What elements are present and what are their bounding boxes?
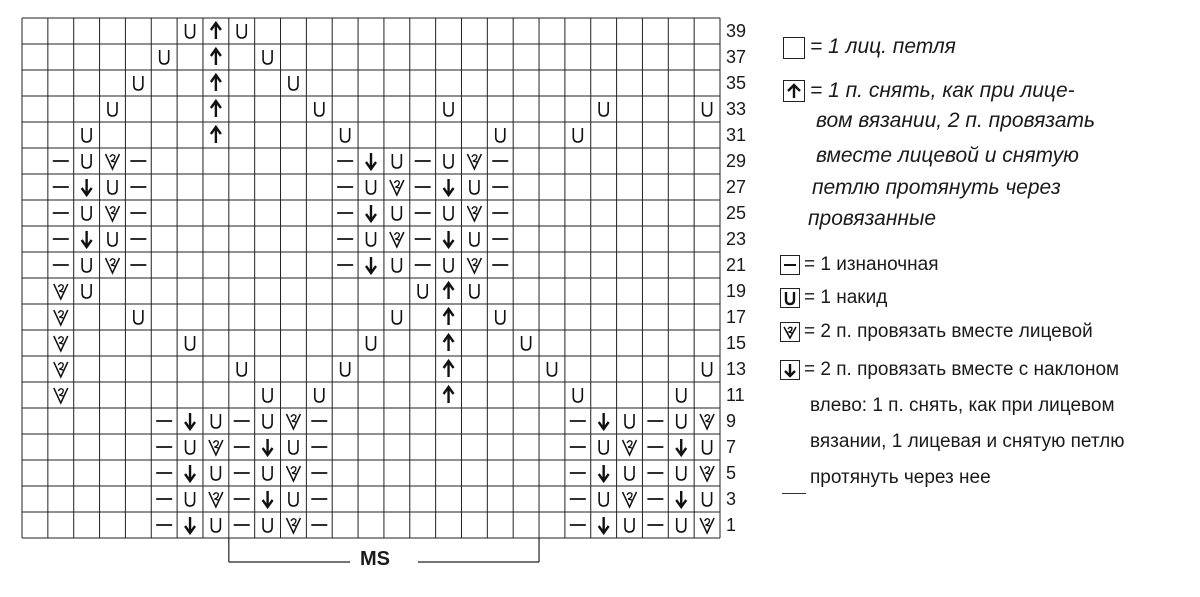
yarn-over-u-icon	[211, 414, 220, 428]
ssk-arrow-down-icon	[82, 231, 92, 247]
yarn-over-u-icon	[237, 24, 246, 38]
ssk-arrow-down-icon	[599, 517, 609, 533]
row-number: 39	[726, 21, 747, 41]
row-number: 29	[726, 151, 747, 171]
row-number: 9	[726, 411, 737, 431]
yarn-over-u-icon	[263, 50, 272, 64]
yarn-over-u-icon	[263, 466, 272, 480]
row-number: 15	[726, 333, 747, 353]
yarn-over-u-icon	[470, 180, 479, 194]
ssk-arrow-down-icon	[366, 153, 376, 169]
yarn-over-u-icon	[703, 492, 712, 506]
row-number: 1	[726, 515, 737, 535]
legend	[778, 0, 1200, 597]
ssk-arrow-down-icon	[185, 413, 195, 429]
yarn-over-u-icon	[108, 232, 117, 246]
k2tog-symbol-box	[780, 322, 800, 342]
yarn-over-u-icon	[496, 310, 505, 324]
yarn-over-u-icon	[782, 290, 798, 306]
knit-symbol-box	[783, 37, 805, 59]
yarn-over-u-icon	[289, 76, 298, 90]
yarn-over-u-icon	[237, 362, 246, 376]
ssk-arrow-down-icon	[185, 465, 195, 481]
yarn-over-u-icon	[573, 128, 582, 142]
legend-ssk-line-2: влево: 1 п. снять, как при лицевом	[810, 395, 1115, 416]
yarn-over-u-icon	[82, 128, 91, 142]
yarn-over-u-icon	[573, 388, 582, 402]
yarn-over-u-icon	[470, 232, 479, 246]
yarn-over-u-icon	[625, 414, 634, 428]
row-number: 21	[726, 255, 747, 275]
k2tog-icon	[623, 440, 637, 455]
legend-double-decrease-line-1: = 1 п. снять, как при лице-	[810, 79, 1075, 102]
double-decrease-icon	[211, 75, 221, 91]
double-decrease-icon	[444, 283, 454, 299]
yarn-over-u-icon	[367, 336, 376, 350]
yarn-over-u-icon	[82, 206, 91, 220]
ssk-arrow-down-icon	[676, 439, 686, 455]
k2tog-icon	[390, 232, 404, 247]
yarn-over-u-icon	[392, 310, 401, 324]
k2tog-icon	[209, 440, 223, 455]
yarn-over-u-icon	[444, 258, 453, 272]
row-number: 17	[726, 307, 747, 327]
legend-ssk-line-4: протянуть через нее	[810, 467, 991, 488]
k2tog-icon	[286, 466, 300, 481]
yarn-over-u-icon	[599, 102, 608, 116]
yarn-over-u-icon	[289, 440, 298, 454]
yarn-over-u-icon	[444, 102, 453, 116]
yarn-over-u-icon	[186, 24, 195, 38]
yarn-over-u-icon	[341, 362, 350, 376]
k2tog-icon	[54, 362, 68, 377]
yarn-over-u-icon	[211, 518, 220, 532]
purl-dash-icon	[782, 257, 798, 273]
yarn-over-u-icon	[547, 362, 556, 376]
yarn-over-u-icon	[677, 518, 686, 532]
yarn-over-u-icon	[599, 492, 608, 506]
yarn-over-u-icon	[186, 440, 195, 454]
double-decrease-icon	[211, 23, 221, 39]
row-number: 33	[726, 99, 747, 119]
yarn-over-u-icon	[496, 128, 505, 142]
k2tog-icon	[209, 492, 223, 507]
double-decrease-icon	[444, 309, 454, 325]
k2tog-icon	[390, 180, 404, 195]
double-decrease-icon	[785, 82, 803, 100]
yarn-over-u-icon	[211, 466, 220, 480]
legend-purl-text: = 1 изнаночная	[804, 254, 939, 275]
k2tog-icon	[623, 492, 637, 507]
double-decrease-icon	[444, 361, 454, 377]
ssk-arrow-down-icon	[444, 179, 454, 195]
ssk-arrow-down-icon	[599, 413, 609, 429]
k2tog-icon	[467, 206, 481, 221]
row-number: 25	[726, 203, 747, 223]
k2tog-icon	[105, 154, 119, 169]
legend-divider	[782, 493, 806, 494]
yarn-over-u-icon	[263, 414, 272, 428]
yarn-over-u-icon	[418, 284, 427, 298]
legend-yarn-over-text: = 1 накид	[804, 287, 888, 308]
yarn-over-u-icon	[599, 440, 608, 454]
ms-label: MS	[360, 548, 390, 570]
yarn-over-u-icon	[392, 154, 401, 168]
k2tog-icon	[54, 336, 68, 351]
k2tog-icon	[782, 324, 798, 340]
yarn-over-u-icon	[625, 466, 634, 480]
yarn-over-u-icon	[444, 154, 453, 168]
k2tog-icon	[700, 414, 714, 429]
ssk-arrow-down-icon	[263, 439, 273, 455]
yarn-over-u-icon	[703, 440, 712, 454]
double-decrease-icon	[211, 101, 221, 117]
yarn-over-u-icon	[677, 414, 686, 428]
yarn-over-u-icon	[625, 518, 634, 532]
row-number: 31	[726, 125, 747, 145]
k2tog-icon	[54, 284, 68, 299]
double-decrease-icon	[211, 49, 221, 65]
row-number: 23	[726, 229, 747, 249]
row-number: 11	[726, 385, 745, 405]
legend-k2tog-text: = 2 п. провязать вместе лицевой	[804, 321, 1093, 342]
yarn-over-u-icon	[315, 102, 324, 116]
yarn-over-u-icon	[263, 518, 272, 532]
yarn-over-u-icon	[263, 388, 272, 402]
yarn-over-u-icon	[108, 102, 117, 116]
legend-knit-text: = 1 лиц. петля	[810, 35, 956, 58]
ssk-arrow-down-icon	[676, 491, 686, 507]
yarn-over-symbol-box	[780, 288, 800, 308]
row-number: 37	[726, 47, 747, 67]
legend-ssk-line-1: = 2 п. провязать вместе с наклоном	[804, 359, 1120, 380]
row-number: 35	[726, 73, 747, 93]
k2tog-icon	[286, 518, 300, 533]
purl-symbol-box	[780, 255, 800, 275]
yarn-over-u-icon	[134, 310, 143, 324]
yarn-over-u-icon	[522, 336, 531, 350]
yarn-over-u-icon	[134, 76, 143, 90]
yarn-over-u-icon	[703, 362, 712, 376]
k2tog-icon	[700, 518, 714, 533]
double-decrease-icon	[444, 387, 454, 403]
legend-ssk-line-3: вязании, 1 лицевая и снятую петлю	[810, 431, 1125, 452]
yarn-over-u-icon	[677, 388, 686, 402]
ssk-symbol-box	[780, 360, 800, 380]
legend-double-decrease-line-2: вом вязании, 2 п. провязать	[816, 109, 1096, 132]
row-number: 7	[726, 437, 737, 457]
yarn-over-u-icon	[392, 206, 401, 220]
k2tog-icon	[105, 206, 119, 221]
yarn-over-u-icon	[186, 492, 195, 506]
legend-double-decrease-line-3: вместе лицевой и снятую	[816, 144, 1079, 167]
yarn-over-u-icon	[82, 284, 91, 298]
ssk-arrow-down-icon	[444, 231, 454, 247]
row-number: 3	[726, 489, 737, 509]
yarn-over-u-icon	[392, 258, 401, 272]
ssk-arrow-down-icon	[782, 362, 798, 378]
yarn-over-u-icon	[677, 466, 686, 480]
k2tog-icon	[467, 258, 481, 273]
ssk-arrow-down-icon	[366, 205, 376, 221]
yarn-over-u-icon	[82, 154, 91, 168]
k2tog-icon	[286, 414, 300, 429]
yarn-over-u-icon	[289, 492, 298, 506]
row-number: 13	[726, 359, 747, 379]
legend-double-decrease-line-4: петлю протянуть через	[812, 176, 1061, 199]
k2tog-icon	[105, 258, 119, 273]
double-decrease-icon	[444, 335, 454, 351]
ssk-arrow-down-icon	[185, 517, 195, 533]
yarn-over-u-icon	[703, 102, 712, 116]
grid-lines	[22, 18, 720, 538]
yarn-over-u-icon	[367, 232, 376, 246]
yarn-over-u-icon	[186, 336, 195, 350]
k2tog-icon	[54, 310, 68, 325]
ssk-arrow-down-icon	[366, 257, 376, 273]
yarn-over-u-icon	[160, 50, 169, 64]
k2tog-icon	[54, 388, 68, 403]
legend-double-decrease-line-5: провязанные	[808, 207, 937, 230]
yarn-over-u-icon	[367, 180, 376, 194]
row-number: 27	[726, 177, 747, 197]
yarn-over-u-icon	[82, 258, 91, 272]
row-number: 5	[726, 463, 737, 483]
yarn-over-u-icon	[315, 388, 324, 402]
k2tog-icon	[700, 466, 714, 481]
yarn-over-u-icon	[108, 180, 117, 194]
double-decrease-icon	[211, 127, 221, 143]
ssk-arrow-down-icon	[599, 465, 609, 481]
k2tog-icon	[467, 154, 481, 169]
yarn-over-u-icon	[470, 284, 479, 298]
row-number: 19	[726, 281, 747, 301]
yarn-over-u-icon	[444, 206, 453, 220]
ssk-arrow-down-icon	[82, 179, 92, 195]
ssk-arrow-down-icon	[263, 491, 273, 507]
yarn-over-u-icon	[341, 128, 350, 142]
double-decrease-symbol-box	[783, 80, 805, 102]
